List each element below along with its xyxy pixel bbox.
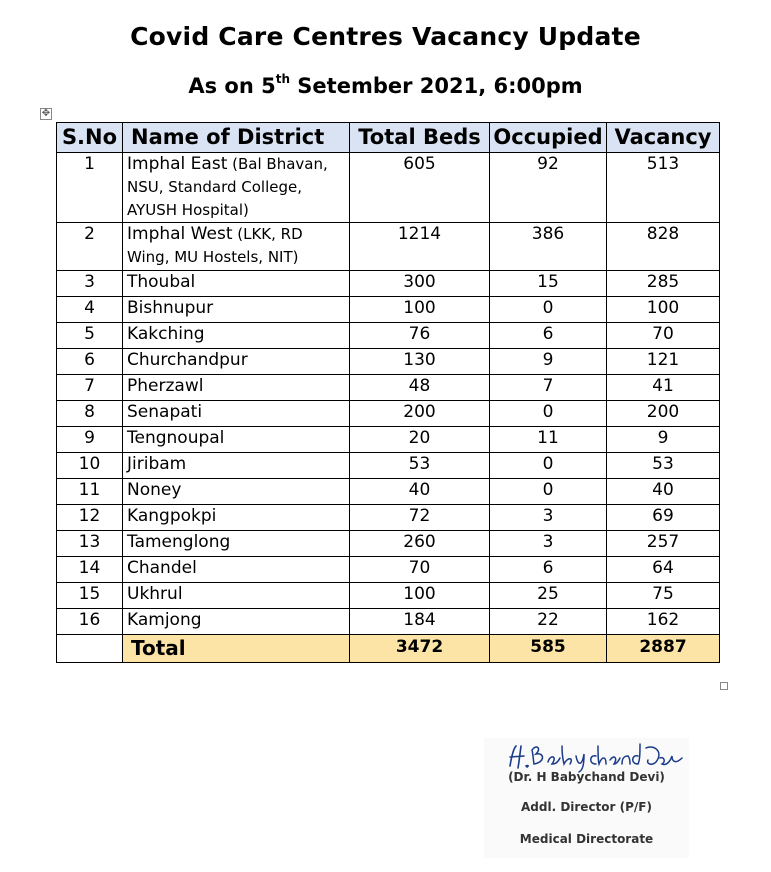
district-centres-note: (LKK, RD Wing, MU Hostels, NIT) xyxy=(127,225,303,266)
total-beds-value: 3472 xyxy=(350,635,490,663)
table-row xyxy=(57,349,720,375)
district-name: Kakching xyxy=(127,324,205,344)
sno-cell: 1 xyxy=(57,153,123,223)
signature-block xyxy=(484,738,689,858)
total-beds-cell: 100 xyxy=(350,583,490,609)
vacancy-cell: 53 xyxy=(607,453,720,479)
sno-cell: 4 xyxy=(57,297,123,323)
col-header-district: Name of District xyxy=(123,123,350,153)
district-cell xyxy=(123,505,350,531)
sno-cell: 5 xyxy=(57,323,123,349)
district-name: Kamjong xyxy=(127,610,202,630)
table-header-row xyxy=(57,123,720,153)
district-name: Imphal West xyxy=(127,224,233,244)
total-row xyxy=(57,635,720,663)
total-beds-cell: 48 xyxy=(350,375,490,401)
district-cell xyxy=(123,297,350,323)
total-beds-cell: 300 xyxy=(350,271,490,297)
sno-cell: 11 xyxy=(57,479,123,505)
vacancy-table xyxy=(56,122,720,663)
signatory-name: (Dr. H Babychand Devi) xyxy=(508,770,665,784)
district-centres-note: (Bal Bhavan, NSU, Standard College, AYUSH Hospital) xyxy=(127,155,328,219)
total-beds-cell: 53 xyxy=(350,453,490,479)
occupied-cell: 6 xyxy=(490,557,607,583)
table-row xyxy=(57,223,720,271)
sno-cell: 15 xyxy=(57,583,123,609)
sno-cell: 7 xyxy=(57,375,123,401)
subtitle-date-time: Setember 2021, 6:00pm xyxy=(289,74,583,98)
table-row xyxy=(57,479,720,505)
total-row-sno xyxy=(57,635,123,663)
vacancy-cell: 75 xyxy=(607,583,720,609)
table-resize-handle[interactable] xyxy=(720,682,728,690)
occupied-cell: 25 xyxy=(490,583,607,609)
total-beds-cell: 200 xyxy=(350,401,490,427)
total-beds-cell: 1214 xyxy=(350,223,490,271)
col-header-occupied: Occupied xyxy=(490,123,607,153)
col-header-total-beds: Total Beds xyxy=(350,123,490,153)
col-header-vacancy: Vacancy xyxy=(607,123,720,153)
vacancy-cell: 285 xyxy=(607,271,720,297)
vacancy-cell: 70 xyxy=(607,323,720,349)
sno-cell: 16 xyxy=(57,609,123,635)
subtitle-ordinal-suffix: th xyxy=(275,72,290,86)
table-move-handle-icon[interactable]: ✥ xyxy=(41,108,51,119)
occupied-cell: 0 xyxy=(490,453,607,479)
vacancy-cell: 41 xyxy=(607,375,720,401)
table-row xyxy=(57,427,720,453)
subtitle-prefix: As on 5 xyxy=(188,74,276,98)
vacancy-cell: 200 xyxy=(607,401,720,427)
document-title: Covid Care Centres Vacancy Update xyxy=(130,22,641,51)
table-row xyxy=(57,153,720,223)
total-vacancy-value: 2887 xyxy=(607,635,720,663)
district-cell xyxy=(123,223,350,271)
occupied-cell: 3 xyxy=(490,531,607,557)
total-label: Total xyxy=(123,635,350,663)
district-name: Churchandpur xyxy=(127,350,248,370)
document-subtitle xyxy=(0,74,771,98)
district-cell xyxy=(123,453,350,479)
district-cell xyxy=(123,271,350,297)
district-cell xyxy=(123,427,350,453)
occupied-cell: 9 xyxy=(490,349,607,375)
occupied-cell: 3 xyxy=(490,505,607,531)
sno-cell: 2 xyxy=(57,223,123,271)
table-row xyxy=(57,557,720,583)
district-name: Ukhrul xyxy=(127,584,183,604)
vacancy-cell: 257 xyxy=(607,531,720,557)
vacancy-cell: 162 xyxy=(607,609,720,635)
signatory-designation: Addl. Director (P/F) xyxy=(521,800,652,814)
district-cell xyxy=(123,153,350,223)
vacancy-cell: 100 xyxy=(607,297,720,323)
table-row xyxy=(57,453,720,479)
col-header-sno: S.No xyxy=(57,123,123,153)
district-name: Pherzawl xyxy=(127,376,204,396)
table-row xyxy=(57,297,720,323)
total-beds-cell: 20 xyxy=(350,427,490,453)
handwritten-signature xyxy=(506,740,686,774)
occupied-cell: 0 xyxy=(490,401,607,427)
table-row xyxy=(57,375,720,401)
occupied-cell: 0 xyxy=(490,297,607,323)
sno-cell: 12 xyxy=(57,505,123,531)
signatory-office: Medical Directorate xyxy=(519,832,654,846)
district-name: Tengnoupal xyxy=(127,428,225,448)
district-name: Jiribam xyxy=(127,454,187,474)
sno-cell: 3 xyxy=(57,271,123,297)
occupied-cell: 7 xyxy=(490,375,607,401)
vacancy-cell: 121 xyxy=(607,349,720,375)
district-name: Senapati xyxy=(127,402,203,422)
occupied-cell: 386 xyxy=(490,223,607,271)
district-cell xyxy=(123,349,350,375)
occupied-cell: 22 xyxy=(490,609,607,635)
district-cell xyxy=(123,531,350,557)
total-beds-cell: 130 xyxy=(350,349,490,375)
total-beds-cell: 184 xyxy=(350,609,490,635)
occupied-cell: 0 xyxy=(490,479,607,505)
table-row xyxy=(57,505,720,531)
sno-cell: 6 xyxy=(57,349,123,375)
table-row xyxy=(57,323,720,349)
district-cell xyxy=(123,375,350,401)
total-beds-cell: 605 xyxy=(350,153,490,223)
occupied-cell: 92 xyxy=(490,153,607,223)
district-name: Noney xyxy=(127,480,182,500)
vacancy-cell: 64 xyxy=(607,557,720,583)
sno-cell: 13 xyxy=(57,531,123,557)
district-cell xyxy=(123,609,350,635)
total-occupied-value: 585 xyxy=(490,635,607,663)
sno-cell: 8 xyxy=(57,401,123,427)
district-cell xyxy=(123,557,350,583)
district-cell xyxy=(123,323,350,349)
table-row xyxy=(57,401,720,427)
district-cell xyxy=(123,479,350,505)
table-row xyxy=(57,531,720,557)
district-name: Thoubal xyxy=(127,272,196,292)
total-beds-cell: 260 xyxy=(350,531,490,557)
occupied-cell: 6 xyxy=(490,323,607,349)
total-beds-cell: 72 xyxy=(350,505,490,531)
district-name: Imphal East xyxy=(127,154,228,174)
district-name: Bishnupur xyxy=(127,298,214,318)
vacancy-cell: 69 xyxy=(607,505,720,531)
vacancy-cell: 9 xyxy=(607,427,720,453)
table-row xyxy=(57,271,720,297)
total-beds-cell: 40 xyxy=(350,479,490,505)
sno-cell: 10 xyxy=(57,453,123,479)
sno-cell: 14 xyxy=(57,557,123,583)
occupied-cell: 15 xyxy=(490,271,607,297)
vacancy-cell: 828 xyxy=(607,223,720,271)
total-beds-cell: 76 xyxy=(350,323,490,349)
occupied-cell: 11 xyxy=(490,427,607,453)
district-cell xyxy=(123,583,350,609)
total-beds-cell: 100 xyxy=(350,297,490,323)
total-beds-cell: 70 xyxy=(350,557,490,583)
district-name: Kangpokpi xyxy=(127,506,217,526)
vacancy-cell: 513 xyxy=(607,153,720,223)
sno-cell: 9 xyxy=(57,427,123,453)
district-cell xyxy=(123,401,350,427)
table-row xyxy=(57,583,720,609)
vacancy-cell: 40 xyxy=(607,479,720,505)
district-name: Tamenglong xyxy=(127,532,231,552)
district-name: Chandel xyxy=(127,558,197,578)
table-row xyxy=(57,609,720,635)
